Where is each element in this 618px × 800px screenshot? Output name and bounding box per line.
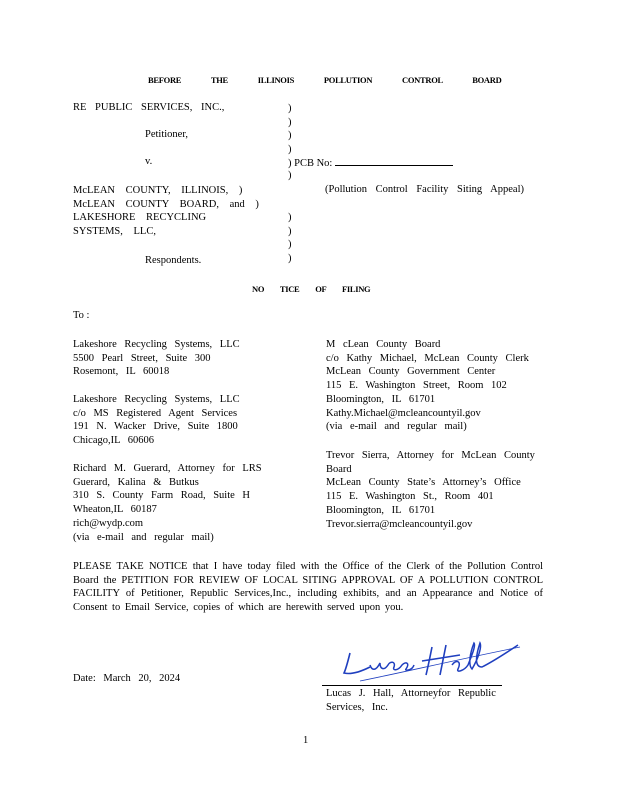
address-line: Bloomington, IL 61701 (326, 393, 436, 405)
paren: ) (288, 212, 292, 223)
signature-block (326, 687, 496, 714)
address-line: Richard M. Guerard, Attorney for LRS (73, 463, 262, 474)
address-line: Trevor Sierra, Attorney for McLean County (326, 450, 535, 461)
signer-name: Lucas J. Hall, Attorneyfor Republic (326, 688, 496, 699)
page-number: 1 (303, 735, 309, 746)
filing-date: Date: March 20, 2024 (73, 673, 181, 684)
recipient-address (73, 462, 262, 544)
pcb-number (288, 156, 453, 169)
address-line: Board (326, 463, 352, 475)
signer-firm: Services, Inc. (326, 701, 388, 713)
recipient-address (73, 338, 240, 379)
board-title: BEFORE THE ILLINOIS POLLUTION CONTROL BOARD (148, 75, 502, 85)
address-line: Lakeshore Recycling Systems, LLC (73, 339, 240, 350)
address-line: 5500 Pearl Street, Suite 300 (73, 352, 211, 364)
respondent-role: Respondents. (145, 255, 202, 266)
address-line: Chicago,IL 60606 (73, 435, 155, 447)
address-line: 191 N. Wacker Drive, Suite 1800 (73, 421, 238, 433)
address-line: c/o Kathy Michael, McLean County Clerk (326, 352, 529, 364)
respondent-line: McLEAN COUNTY BOARD, and ) (73, 198, 259, 210)
pcb-number-blank (335, 156, 453, 166)
address-line: Rosemont, IL 60018 (73, 366, 170, 378)
notice-paragraph: PLEASE TAKE NOTICE that I have today filed with the Office of the Clerk of the Pollution Control Board the PETITION FOR REVIEW OF LOCAL SITING APPROVAL OF A POLLUTION CONTROL FACILITY of Petitioner, Republic Services,Inc., including exhibits, and an Appearance and Notice of Consent to Email Service, copies of which are herewith served upon you. (73, 561, 543, 614)
paren: ) (288, 239, 292, 251)
recipient-address (73, 393, 240, 448)
respondent-block (73, 184, 259, 239)
notice-title: NO TICE OF FILING (252, 284, 371, 294)
pcb-label: ) PCB No: (288, 158, 333, 169)
caption-parens-lower (288, 211, 292, 265)
signature-image (340, 637, 525, 685)
address-line: (via e-mail and regular mail) (73, 531, 214, 543)
paren: ) (288, 130, 292, 142)
address-line: 115 E. Washington Street, Room 102 (326, 380, 507, 392)
address-line: 310 S. County Farm Road, Suite H (73, 490, 251, 502)
to-label: To : (73, 310, 90, 321)
address-line: Bloomington, IL 61701 (326, 504, 436, 516)
paren: ) (288, 225, 292, 237)
caption-parens-upper (288, 102, 292, 156)
respondent-line: McLEAN COUNTY, ILLINOIS, ) (73, 185, 243, 196)
respondent-line: LAKESHORE RECYCLING (73, 212, 207, 224)
paren: ) (288, 252, 292, 264)
address-line: c/o MS Registered Agent Services (73, 407, 238, 419)
paren: ) (288, 143, 292, 155)
recipient-address (326, 338, 529, 434)
signature-line (322, 685, 502, 686)
address-line: Wheaton,IL 60187 (73, 504, 157, 516)
address-line: (via e-mail and regular mail) (326, 421, 467, 433)
versus: v. (145, 156, 153, 167)
paren: ) (288, 116, 292, 128)
paren: ) (288, 103, 292, 114)
petitioner-name: RE PUBLIC SERVICES, INC., (73, 102, 225, 113)
address-line: 115 E. Washington St., Room 401 (326, 491, 494, 503)
address-line: McLean County State’s Attorney’s Office (326, 477, 521, 489)
respondent-line: SYSTEMS, LLC, (73, 226, 156, 238)
email-address: Kathy.Michael@mcleancountyil.gov (326, 407, 481, 419)
petitioner-role: Petitioner, (145, 129, 189, 140)
address-line: M cLean County Board (326, 339, 441, 350)
email-address: rich@wydp.com (73, 517, 144, 529)
recipient-address (326, 449, 535, 531)
email-address: Trevor.sierra@mcleancountyil.gov (326, 518, 473, 530)
address-line: McLean County Government Center (326, 366, 496, 378)
paren: ) (288, 170, 292, 181)
address-line: Lakeshore Recycling Systems, LLC (73, 394, 240, 405)
address-line: Guerard, Kalina & Butkus (73, 476, 199, 488)
appeal-type: (Pollution Control Facility Siting Appeal) (325, 184, 524, 195)
